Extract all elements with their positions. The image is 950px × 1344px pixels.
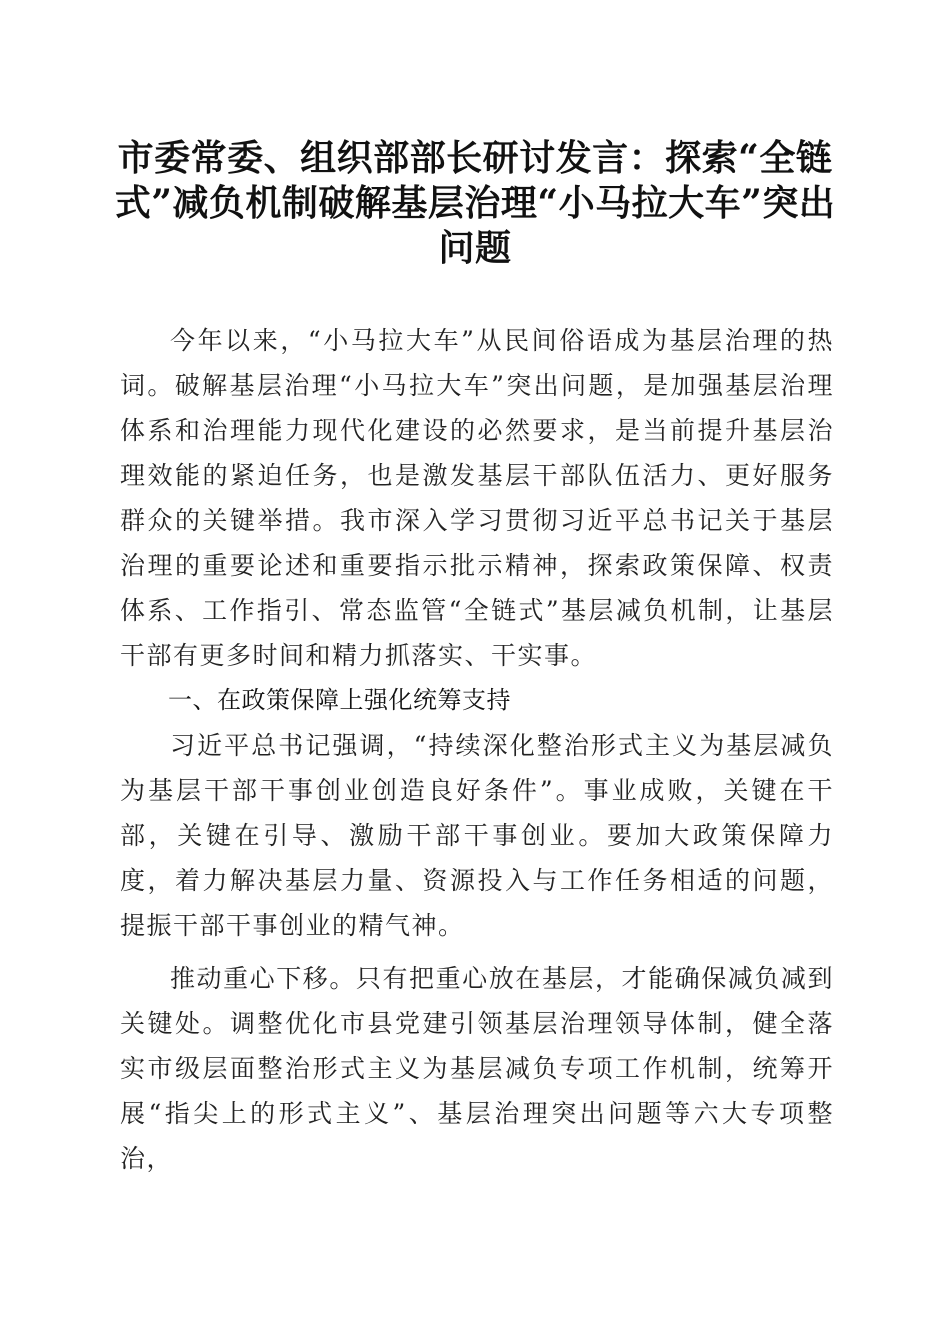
paragraph-spacer bbox=[120, 948, 834, 956]
section-heading: 一、在政策保障上强化统筹支持 bbox=[168, 686, 511, 714]
document-title: 市委常委、组织部部长研讨发言：探索“全链式”减负机制破解基层治理“小马拉大车”突出问题 bbox=[114, 137, 836, 269]
paragraph-quote: 习近平总书记强调，“持续深化整治形式主义为基层减负为基层干部干事创业创造良好条件”。事业成败，关键在干部，关键在引导、激励干部干事创业。要加大政策保障力度，着力解决基层力量、资源投入与工作任务相适的问题，提振干部干事创业的精气神。 bbox=[120, 731, 834, 940]
paragraph-shift-focus: 推动重心下移。只有把重心放在基层，才能确保减负减到关键处。调整优化市县党建引领基层治理领导体制，健全落实市级层面整治形式主义为基层减负专项工作机制，统筹开展“指尖上的形式主义”、基层治理突出问题等六大专项整治， bbox=[120, 964, 834, 1173]
paragraph-intro: 今年以来，“小马拉大车”从民间俗语成为基层治理的热词。破解基层治理“小马拉大车”突出问题，是加强基层治理体系和治理能力现代化建设的必然要求，是当前提升基层治理效能的紧迫任务，也是激发基层干部队伍活力、更好服务群众的关键举措。我市深入学习贯彻习近平总书记关于基层治理的重要论述和重要指示批示精神，探索政策保障、权责体系、工作指引、常态监管“全链式”基层减负机制，让基层干部有更多时间和精力抓落实、干实事。 bbox=[120, 326, 834, 670]
document-body bbox=[120, 318, 834, 1181]
